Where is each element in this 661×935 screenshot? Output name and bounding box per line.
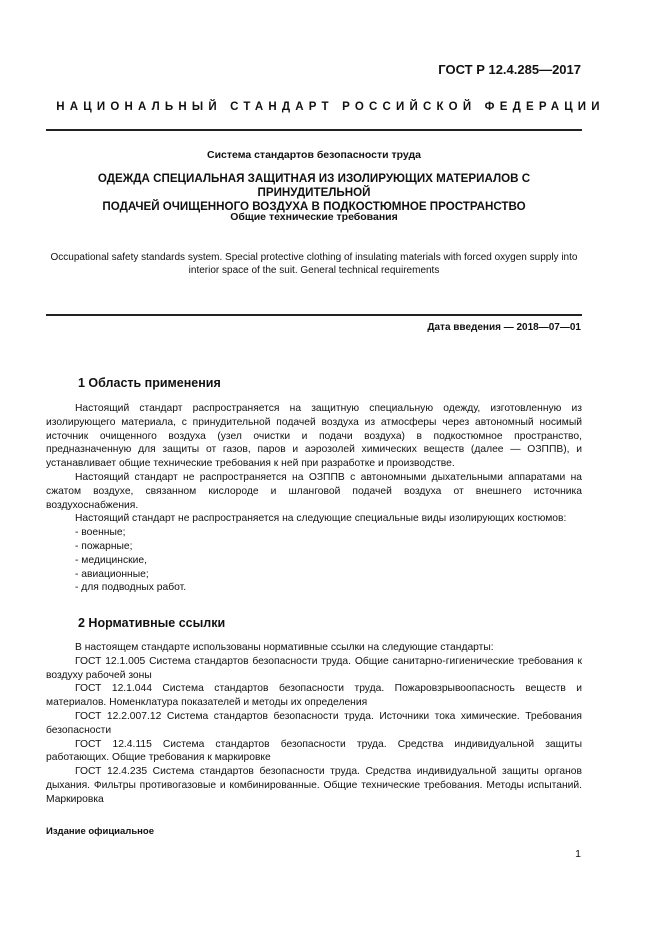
english-title: Occupational safety standards system. Special protective clothing of insulating materials with forced oxygen supply into interior space of the suit. General technical requirements: [50, 252, 578, 276]
section-1-body: [46, 402, 582, 595]
title-line-2: ПОДАЧЕЙ ОЧИЩЕННОГО ВОЗДУХА В ПОДКОСТЮМНОЕ ПРОСТРАНСТВО: [102, 200, 526, 213]
paragraph: Настоящий стандарт распространяется на защитную специальную одежду, изготовленную из изолирующего материала, с принудительной подачей воздуха из атмосферы через автономный носимый источник очищенного воздуха (узел очистки и подачи воздуха) в подкостюмное пространство, предназначенную для защиты от газов, паров и аэрозолей химических веществ (далее — ОЗППВ), и устанавливает общие технические требования к ней при разработке и производстве.: [46, 403, 582, 470]
list-item: - пожарные;: [75, 540, 133, 552]
reference-item: ГОСТ 12.2.007.12 Система стандартов безопасности труда. Источники тока химические. Требования безопасности: [46, 710, 582, 736]
introduction-date: Дата введения — 2018—07—01: [427, 322, 581, 333]
section-2-heading: 2 Нормативные ссылки: [78, 616, 226, 630]
top-divider: [46, 129, 582, 131]
list-item: - для подводных работ.: [75, 582, 187, 594]
section-1-heading: 1 Область применения: [78, 376, 221, 390]
reference-item: ГОСТ 12.1.005 Система стандартов безопасности труда. Общие санитарно-гигиенические требования к воздуху рабочей зоны: [46, 655, 582, 681]
paragraph: В настоящем стандарте использованы нормативные ссылки на следующие стандарты:: [75, 642, 494, 653]
list-item: - военные;: [75, 527, 126, 539]
excluded-suits-list: [46, 526, 582, 595]
paragraph: Настоящий стандарт не распространяется на ОЗППВ с автономными дыхательными аппаратами на сжатом воздухе, связанном кислороде и шланговой подачей воздуха от внешнего источника воздухоснабжения.: [46, 471, 582, 511]
reference-item: ГОСТ 12.4.115 Система стандартов безопасности труда. Средства индивидуальной защиты работающих. Общие требования к маркировке: [46, 738, 582, 764]
document-subtitle: Общие технические требования: [230, 211, 398, 223]
page-number: 1: [575, 848, 581, 860]
document-title: [46, 172, 582, 214]
national-standard-banner: НАЦИОНАЛЬНЫЙ СТАНДАРТ РОССИЙСКОЙ ФЕДЕРАЦИИ: [56, 101, 605, 113]
section-2-body: [46, 641, 582, 807]
list-item: - авиационные;: [75, 568, 149, 580]
title-line-1: ОДЕЖДА СПЕЦИАЛЬНАЯ ЗАЩИТНАЯ ИЗ ИЗОЛИРУЮЩИХ МАТЕРИАЛОВ С ПРИНУДИТЕЛЬНОЙ: [97, 172, 531, 199]
list-item: - медицинские,: [75, 554, 147, 566]
official-edition-label: Издание официальное: [46, 826, 154, 837]
reference-item: ГОСТ 12.1.044 Система стандартов безопасности труда. Пожаровзрывоопасность веществ и материалов. Номенклатура показателей и методы их определения: [46, 683, 582, 709]
reference-item: ГОСТ 12.4.235 Система стандартов безопасности труда. Средства индивидуальной защиты органов дыхания. Фильтры противогазовые и комбинированные. Общие технические требования. Методы испытаний. Маркировка: [46, 766, 582, 805]
document-number: ГОСТ Р 12.4.285—2017: [438, 62, 581, 77]
paragraph: Настоящий стандарт не распространяется на следующие специальные виды изолирующих костюмов:: [75, 513, 567, 525]
title-divider: [46, 314, 582, 316]
standards-series: Система стандартов безопасности труда: [206, 149, 422, 161]
